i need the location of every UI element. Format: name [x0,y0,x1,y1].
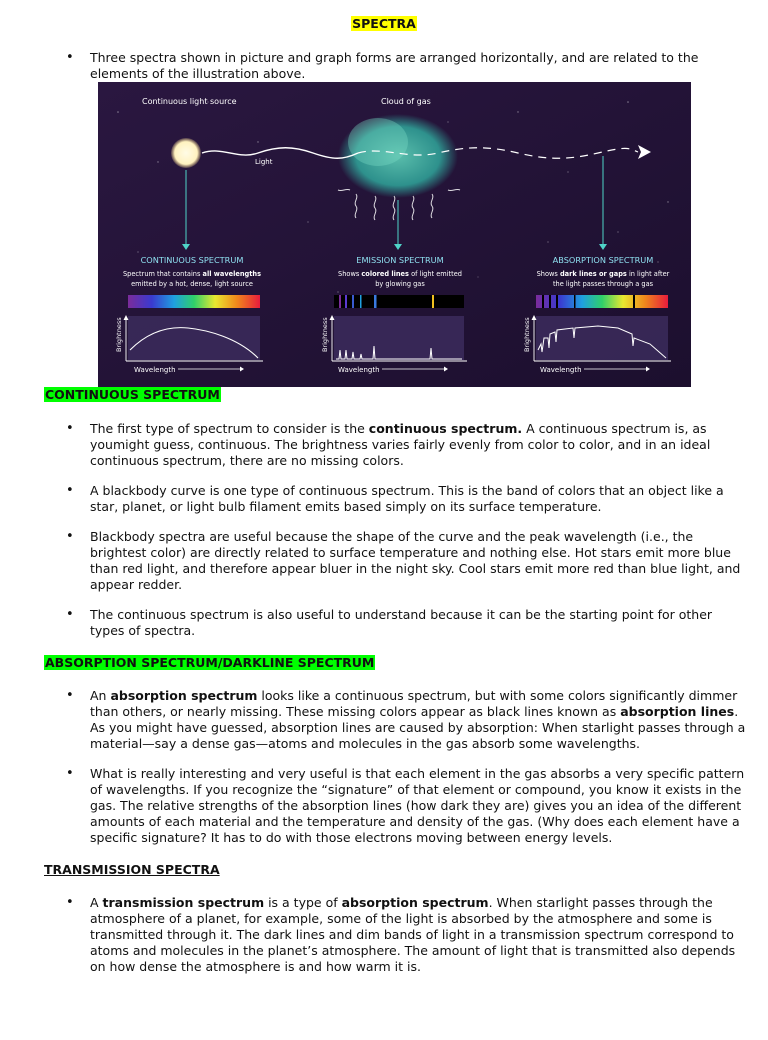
absorption-spectrum-bar [536,295,668,308]
absorption-heading [44,655,768,671]
continuous-bullet-3: • Blackbody spectra are useful because the shape of the curve and the peak wavelength (i.e., the brightest color) are directly related to surface temperature and nothing else. Hot stars emit more blue than red light, and therefore appear bluer in the night sky. Cool stars emit more red than blue light, and appear redder. [0,529,768,593]
light-source-sun [171,138,201,168]
intro-bullet: • Three spectra shown in picture and graph forms are arranged horizontally, and are related to the elements of the illustration above. [0,50,768,82]
light-label: Light [255,158,273,166]
continuous-desc-line2: emitted by a hot, dense, light source [131,280,253,288]
continuous-heading [44,387,768,403]
absorption-heading-text: ABSORPTION SPECTRUM/DARKLINE SPECTRUM [45,655,375,670]
intro-list [0,50,768,82]
continuous-graph-panel [128,316,260,360]
absorption-desc-line2: the light passes through a gas [552,280,654,288]
absorption-bullet-2: • What is really interesting and very useful is that each element in the gas absorbs a very specific pattern of wavelengths. If you recognize the “signature” of that element or compound, you know it exists in the gas. The relative strengths of the absorption lines (how dark they are) gives you an idea of the different amounts of each material and the temperature and density of the gas. (Why does each element have a specific signature? It has to do with those electrons moving between energy levels. [0,766,768,846]
page-title [0,16,768,34]
transmission-b1-post: . When starlight passes through the atmosphere of a planet, for example, some of the light is absorbed by the atmosphere and some is transmitted through it. The dark lines and dim bands of light in a transmission spectrum correspond to atoms and molecules in the planet’s atmosphere. The amount of light that is transmitted also depends on how dense the atmosphere is and how warm it is. [90,895,736,974]
continuous-list [0,421,768,639]
absorption-y-label: Brightness [523,317,531,352]
illustration-svg [98,82,691,387]
continuous-bullet-4: • The continuous spectrum is also useful to understand because it can be the starting point for other types of spectra. [0,607,768,639]
transmission-b1-bold2: absorption spectrum [341,895,489,910]
transmission-heading-text: TRANSMISSION SPECTRA [44,862,220,877]
continuous-panel-title: CONTINUOUS SPECTRUM [140,255,244,265]
continuous-bullet-1 [0,421,768,469]
absorption-x-label: Wavelength [540,366,582,374]
gas-cloud-highlight [348,118,408,166]
continuous-bullet-2: • A blackbody curve is one type of continuous spectrum. This is the band of colors that an object like a star, planet, or light bulb filament emits based simply on its surface temperature. [0,483,768,515]
transmission-list [0,895,768,975]
source-label: Continuous light source [142,97,237,106]
emission-panel-title: EMISSION SPECTRUM [356,255,444,265]
cloud-label: Cloud of gas [381,97,431,106]
absorption-list [0,688,768,846]
emission-x-label: Wavelength [338,366,380,374]
continuous-b1-post: A continuous spectrum is, as youmight guess, continuous. The brightness varies fairly evenly from color to color, and in an ideal continuous spectrum, there are no missing colors. [90,421,711,468]
continuous-heading-text: CONTINUOUS SPECTRUM [45,387,220,402]
emission-y-label: Brightness [321,317,329,352]
transmission-b1-mid: is a type of [264,895,342,910]
continuous-desc-line1: Spectrum that contains all wavelengths [122,270,262,278]
title-text: SPECTRA [352,16,416,31]
transmission-heading [44,862,768,878]
absorption-panel-title: ABSORPTION SPECTRUM [552,255,654,265]
continuous-b1-pre: The first type of spectrum to consider is the [90,421,369,436]
absorption-b1-mid: looks like a continuous spectrum, but with some colors significantly dimmer than others, or nearly missing. These missing colors appear as black lines known as [90,688,738,719]
continuous-x-label: Wavelength [134,366,176,374]
absorption-b1-post: . As you might have guessed, absorption lines are caused by absorption: When starlight passes through a material—say a dense gas—atoms and molecules in the gas absorb some wavelengths. [90,704,746,751]
transmission-b1-pre: A [90,895,103,910]
absorption-b1-bold1: absorption spectrum [110,688,258,703]
absorption-b1-pre: An [90,688,111,703]
emission-desc-line2: by glowing gas [375,280,425,288]
emission-desc-line1: Shows colored lines of light emitted [338,270,462,278]
spectra-illustration [98,82,691,387]
absorption-b1-bold2: absorption lines [620,704,735,719]
continuous-y-label: Brightness [115,317,123,352]
absorption-desc-line1: Shows dark lines or gaps in light after [536,270,670,278]
continuous-b1-bold: continuous spectrum. [368,421,523,436]
emission-spectrum-bar [334,295,464,308]
continuous-spectrum-bar [128,295,260,308]
transmission-b1-bold1: transmission spectrum [102,895,265,910]
transmission-bullet-1 [0,895,768,975]
absorption-bullet-1 [0,688,768,752]
